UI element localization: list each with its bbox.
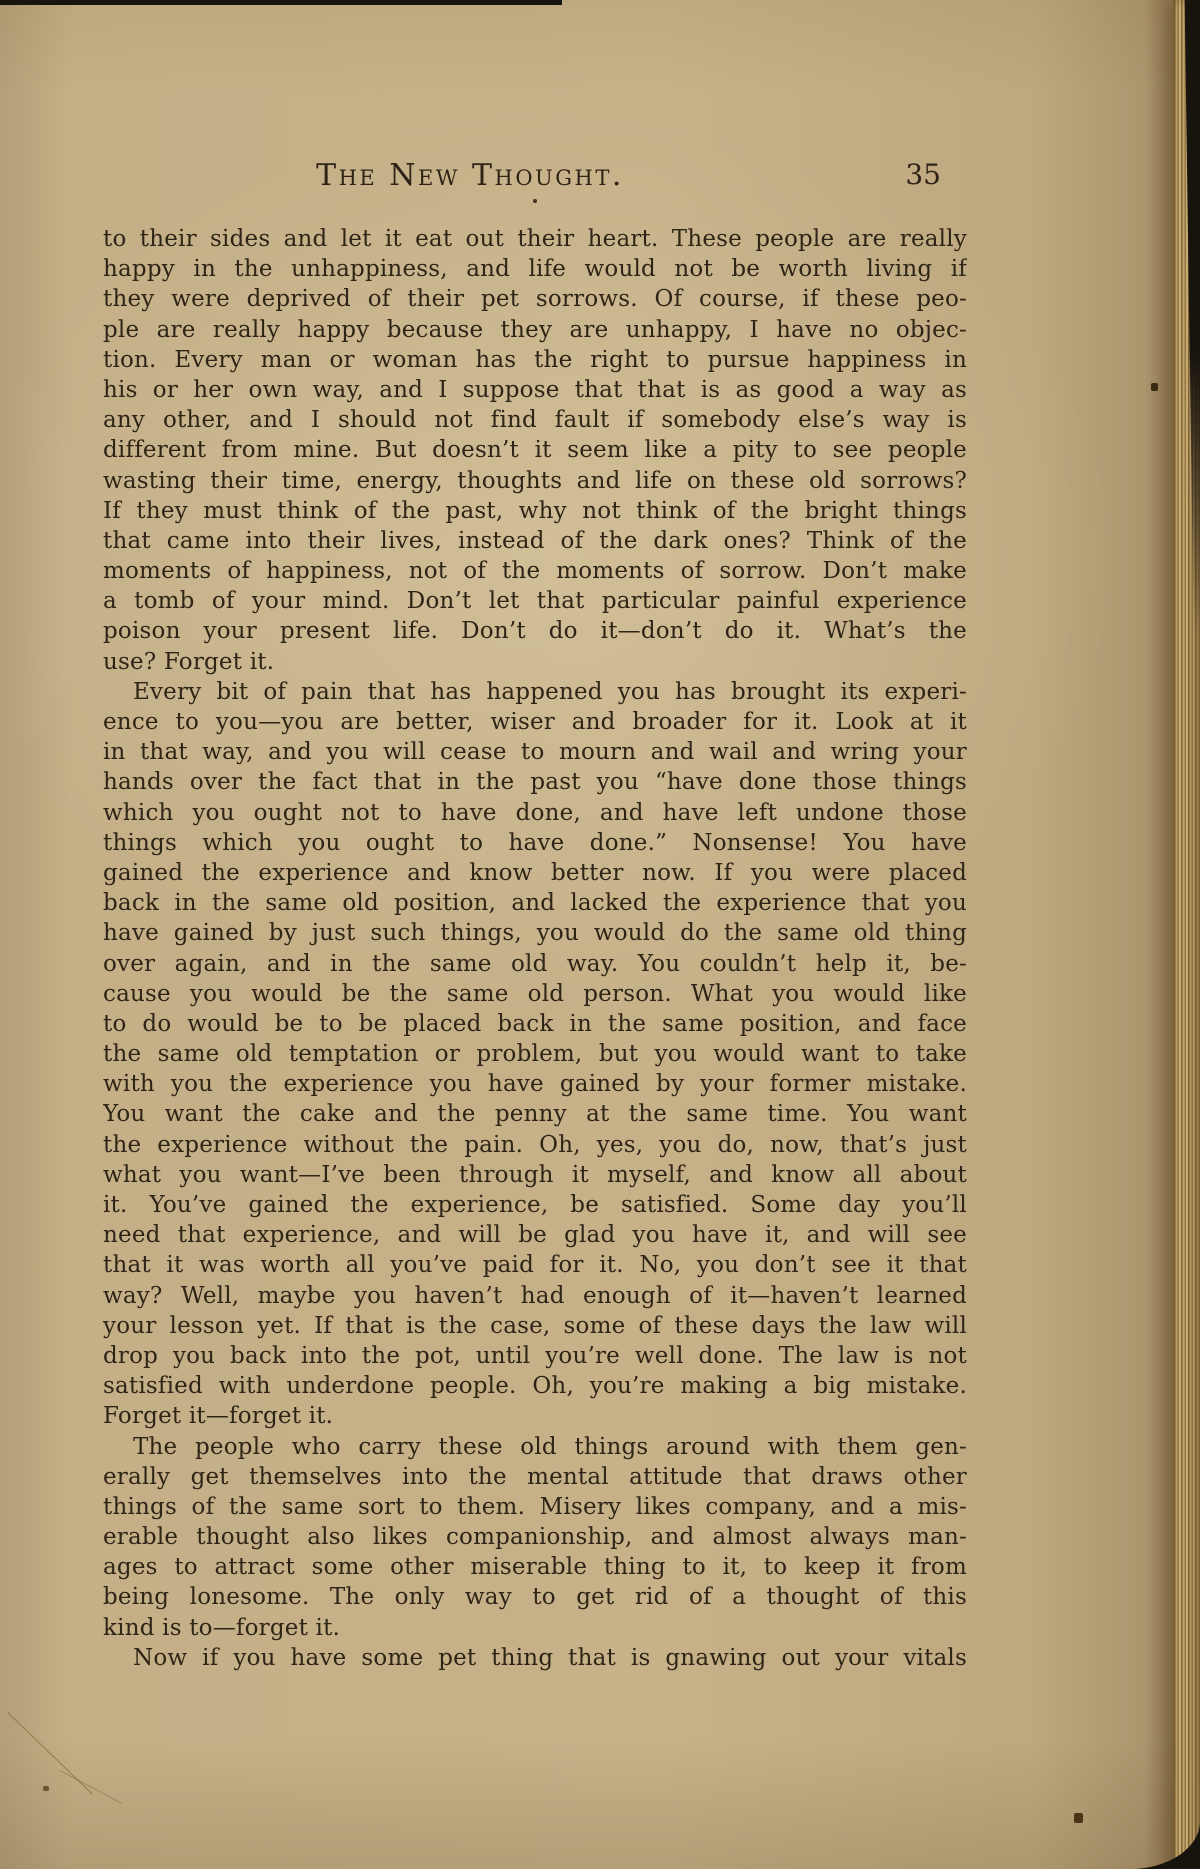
- text-line: drop you back into the pot, until you’re well done. The law is not: [103, 1342, 967, 1369]
- text-line: they were deprived of their pet sorrows. Of course, if these peo-: [103, 286, 967, 313]
- text-body: [103, 224, 967, 1673]
- text-line: with you the experience you have gained by your former mistake.: [103, 1071, 967, 1098]
- paragraph: [103, 1643, 967, 1673]
- text-line: that came into their lives, instead of the dark ones? Think of the: [103, 527, 967, 554]
- text-line: in that way, and you will cease to mourn and wail and wring your: [103, 739, 967, 766]
- text-line: happy in the unhappiness, and life would not be worth living if: [103, 256, 967, 283]
- text-line: his or her own way, and I suppose that that is as good a way as: [103, 376, 967, 403]
- running-head: [103, 158, 967, 198]
- paper-crease: [60, 1770, 122, 1804]
- text-line: You want the cake and the penny at the same time. You want: [103, 1101, 967, 1128]
- text-line: satisfied with underdone people. Oh, you’re making a big mistake.: [103, 1373, 967, 1400]
- text-line: way? Well, maybe you haven’t had enough of it—haven’t learned: [103, 1282, 967, 1309]
- text-line: a tomb of your mind. Don’t let that particular painful experience: [103, 588, 967, 615]
- text-line: that it was worth all you’ve paid for it. No, you don’t see it that: [103, 1252, 967, 1279]
- page-number: 35: [905, 158, 941, 191]
- ink-speck: [43, 1786, 49, 1791]
- text-line: over again, and in the same old way. You couldn’t help it, be-: [103, 950, 967, 977]
- text-line: gained the experience and know better now. If you were placed: [103, 859, 967, 886]
- text-line: it. You’ve gained the experience, be satisfied. Some day you’ll: [103, 1192, 967, 1218]
- text-line: the same old temptation or problem, but you would want to take: [103, 1041, 967, 1068]
- text-line: wasting their time, energy, thoughts and life on these old sorrows?: [103, 467, 967, 494]
- text-line: your lesson yet. If that is the case, some of these days the law will: [103, 1312, 967, 1339]
- text-line: ence to you—you are better, wiser and broader for it. Look at it: [103, 709, 967, 735]
- ink-speck: [1151, 383, 1158, 391]
- text-line: ple are really happy because they are unhappy, I have no objec-: [103, 316, 967, 343]
- text-line: moments of happiness, not of the moments of sorrow. Don’t make: [103, 558, 967, 585]
- text-line: Every bit of pain that has happened you has brought its experi-: [133, 678, 967, 705]
- text-line: what you want—I’ve been through it myself, and know all about: [103, 1161, 967, 1188]
- text-line: back in the same old position, and lacked the experience that you: [103, 890, 967, 917]
- text-line: to do would be to be placed back in the same position, and face: [103, 1010, 967, 1037]
- text-line: Now if you have some pet thing that is gnawing out your vitals: [133, 1644, 967, 1671]
- text-line: the experience without the pain. Oh, yes, you do, now, that’s just: [103, 1131, 967, 1158]
- text-line: hands over the fact that in the past you “have done those things: [103, 769, 967, 796]
- text-line: different from mine. But doesn’t it seem like a pity to see people: [103, 437, 967, 464]
- text-line: cause you would be the same old person. What you would like: [103, 980, 967, 1007]
- text-line: Forget it—forget it.: [103, 1403, 334, 1430]
- scan-background-strip: [0, 0, 562, 5]
- paragraph: [103, 677, 967, 1432]
- text-line: poison your present life. Don’t do it—don’t do it. What’s the: [103, 618, 967, 645]
- text-line: any other, and I should not find fault if somebody else’s way is: [103, 407, 967, 434]
- text-line: things of the same sort to them. Misery likes company, and a mis-: [103, 1493, 967, 1520]
- text-line: tion. Every man or woman has the right to pursue happiness in: [103, 346, 967, 373]
- text-line: to their sides and let it eat out their heart. These people are really: [103, 226, 967, 252]
- text-line: ages to attract some other miserable thing to it, to keep it from: [103, 1554, 967, 1581]
- text-line: If they must think of the past, why not think of the bright things: [103, 497, 967, 524]
- text-line: things which you ought to have done.” Nonsense! You have: [103, 829, 967, 856]
- text-line: need that experience, and will be glad you have it, and will see: [103, 1222, 967, 1249]
- text-line: which you ought not to have done, and have left undone those: [103, 799, 967, 826]
- ink-speck: [533, 199, 537, 203]
- page-edge-shadow: [1144, 0, 1178, 1869]
- text-line: erable thought also likes companionship, and almost always man-: [103, 1524, 967, 1551]
- text-line: The people who carry these old things around with them gen-: [133, 1433, 967, 1460]
- text-line: kind is to—forget it.: [103, 1614, 341, 1641]
- paragraph: [103, 224, 967, 677]
- ink-speck: [1074, 1813, 1083, 1823]
- text-line: being lonesome. The only way to get rid of a thought of this: [103, 1584, 967, 1611]
- text-line: use? Forget it.: [103, 648, 275, 675]
- paragraph: [103, 1432, 967, 1643]
- text-line: have gained by just such things, you would do the same old thing: [103, 920, 967, 947]
- text-line: erally get themselves into the mental attitude that draws other: [103, 1463, 967, 1490]
- running-head-title: The New Thought.: [316, 158, 624, 193]
